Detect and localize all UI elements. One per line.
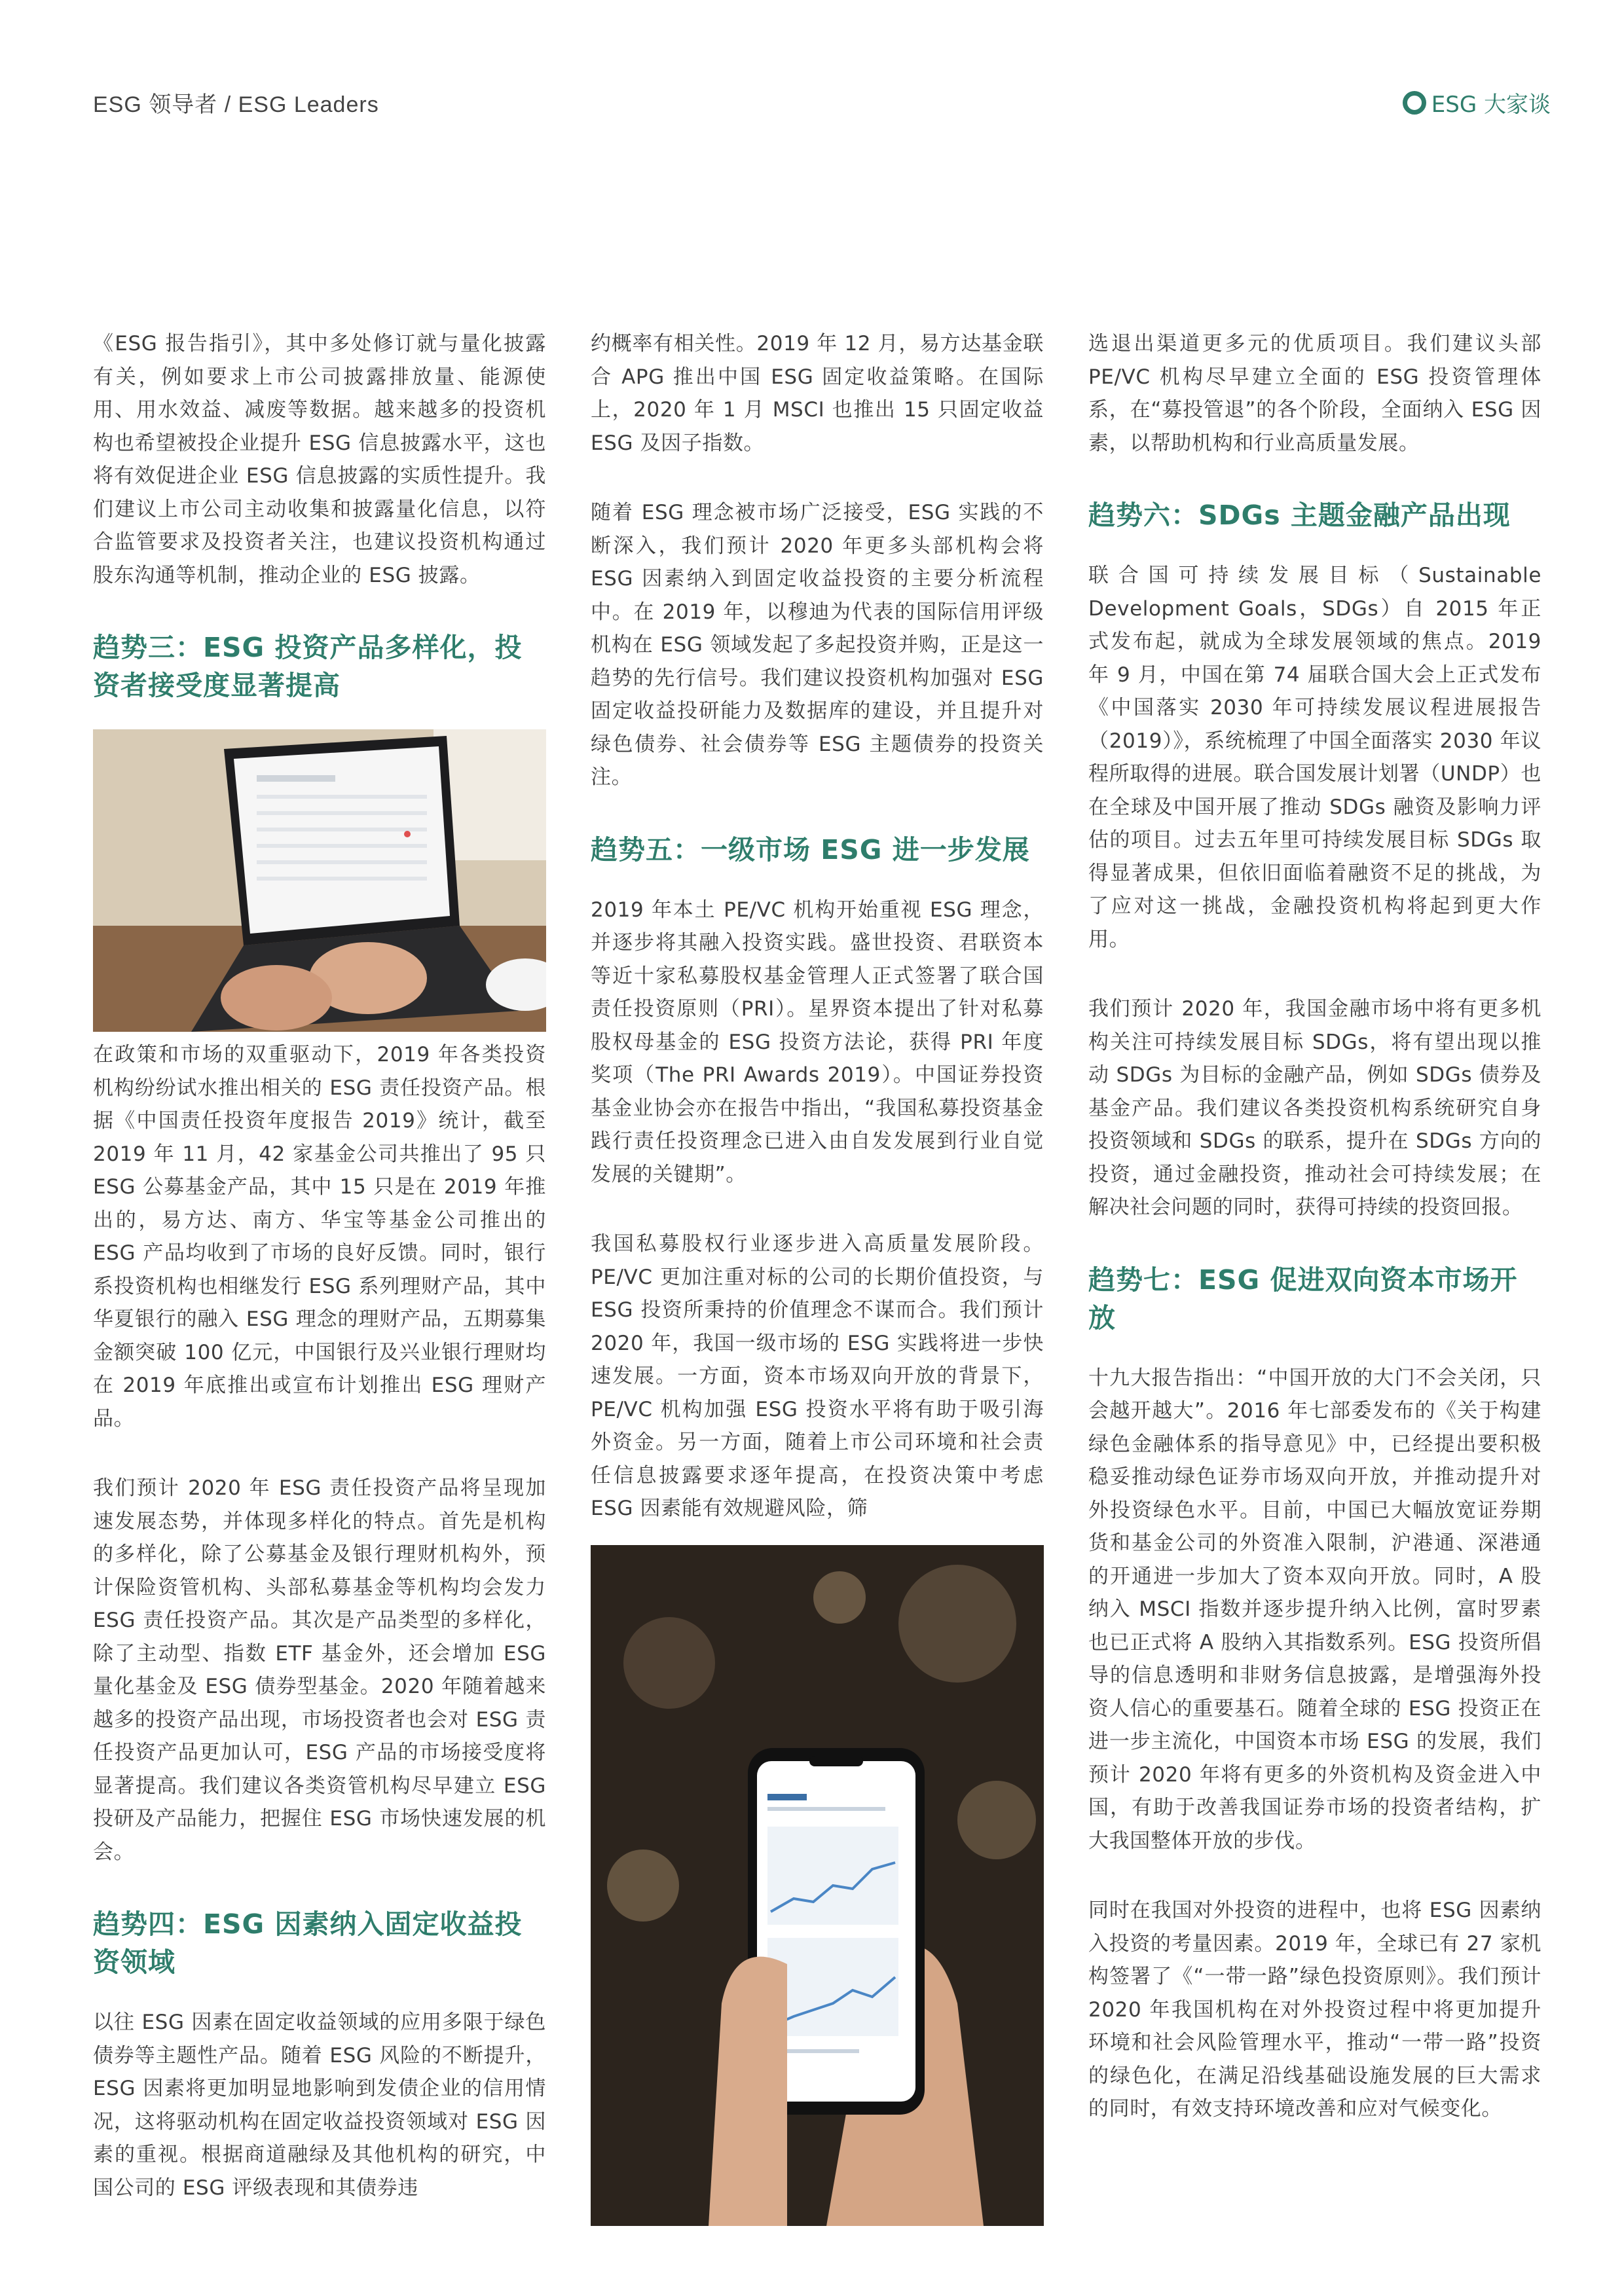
section-heading-trend-7: 趋势七：ESG 促进双向资本市场开放 <box>1088 1264 1518 1334</box>
paragraph: 同时在我国对外投资的进程中，也将 ESG 因素纳入投资的考量因素。2019 年，全球已有 27 家机构签署了《“一带一路”绿色投资原则》。我们预计 2020 年我国机构在对外投资过程中将更加提升环境和社会风险管理水平，推动“一带一路”投资的绿色化，在满足沿线基础设施发展的巨大需求的同时，有效支持环境改善和应对气候变化。 <box>1088 1899 1541 2121</box>
laptop-photo <box>93 729 546 1032</box>
paragraph: 选退出渠道更多元的优质项目。我们建议头部 PE/VC 机构尽早建立全面的 ESG 投资管理体系，在“募投管退”的各个阶段，全面纳入 ESG 因素，以帮助机构和行业高质量发展。 <box>1088 332 1541 455</box>
section-heading-trend-5: 趋势五：一级市场 ESG 进一步发展 <box>591 833 1030 866</box>
column-right <box>1088 327 1541 2162</box>
column-left <box>93 327 546 2241</box>
section-heading-trend-4: 趋势四：ESG 因素纳入固定收益投资领域 <box>93 1908 523 1978</box>
paragraph: 在政策和市场的双重驱动下，2019 年各类投资机构纷纷试水推出相关的 ESG 责任投资产品。根据《中国责任投资年度报告 2019》统计，截至 2019 年 11 月，42 家基金公司共推出了 95 只 ESG 公募基金产品，其中 15 只是在 2019 年推出的，易方达、南方、华宝等基金公司推出的 ESG 产品均收到了市场的良好反馈。同时，银行系投资机构也相继发行 ESG 系列理财产品，其中华夏银行的融入 ESG 理念的理财产品，五期募集金额突破 100 亿元，中国银行及兴业银行理财均在 2019 年底推出或宣布计划推出 ESG 理财产品。 <box>93 1043 546 1430</box>
paragraph: 随着 ESG 理念被市场广泛接受，ESG 实践的不断深入，我们预计 2020 年更多头部机构会将 ESG 因素纳入到固定收益投资的主要分析流程中。在 2019 年，以穆迪为代表的国际信用评级机构在 ESG 领域发起了多起投资并购，正是这一趋势的先行信号。我们建议投资机构加强对 ESG 固定收益投研能力及数据库的建设，并且提升对绿色债券、社会债券等 ESG 主题债券的投资关注。 <box>591 501 1044 789</box>
page-header <box>0 86 1624 126</box>
paragraph: 我国私募股权行业逐步进入高质量发展阶段。PE/VC 更加注重对标的公司的长期价值投资，与 ESG 投资所秉持的价值理念不谋而合。我们预计 2020 年，我国一级市场的 ESG 实践将进一步快速发展。一方面，资本市场双向开放的背景下，PE/VC 机构加强 ESG 投资水平将有助于吸引海外资金。另一方面，随着上市公司环境和社会责任信息披露要求逐年提高，在投资决策中考虑 ESG 因素能有效规避风险，筛 <box>591 1232 1044 1520</box>
paragraph: 十九大报告指出：“中国开放的大门不会关闭，只会越开越大”。2016 年七部委发布的《关于构建绿色金融体系的指导意见》中，已经提出要积极稳妥推动绿色证券市场双向开放，并推动提升对外投资绿色水平。目前，中国已大幅放宽证券期货和基金公司的外资准入限制，沪港通、深港通的开通进一步加大了资本双向开放。同时，A 股纳入 MSCI 指数并逐步提升纳入比例，富时罗素也已正式将 A 股纳入其指数系列。ESG 投资所倡导的信息透明和非财务信息披露，是增强海外投资人信心的重要基石。随着全球的 ESG 投资正在进一步主流化，中国资本市场 ESG 的发展，我们预计 2020 年将有更多的外资机构及资金进入中国，有助于改善我国证券市场的投资者结构，扩大我国整体开放的步伐。 <box>1088 1366 1541 1853</box>
paragraph: 以往 ESG 因素在固定收益领域的应用多限于绿色债券等主题性产品。随着 ESG 风险的不断提升，ESG 因素将更加明显地影响到发债企业的信用情况，这将驱动机构在固定收益投资领域对 ESG 因素的重视。根据商道融绿及其他机构的研究，中国公司的 ESG 评级表现和其债券违 <box>93 2011 546 2200</box>
section-heading-trend-3: 趋势三：ESG 投资产品多样化，投资者接受度显著提高 <box>93 632 523 701</box>
section-heading-trend-6: 趋势六：SDGs 主题金融产品出现 <box>1088 500 1511 531</box>
ring-icon <box>1403 91 1426 115</box>
smartphone-photo <box>591 1545 1044 2226</box>
paragraph: 我们预计 2020 年，我国金融市场中将有更多机构关注可持续发展目标 SDGs，将有望出现以推动 SDGs 为目标的金融产品，例如 SDGs 债券及基金产品。我们建议各类投资机构系统研究自身投资领域和 SDGs 的联系，提升在 SDGs 方向的投资，通过金融投资，推动社会可持续发展；在解决社会问题的同时，获得可持续的投资回报。 <box>1088 997 1541 1219</box>
paragraph: 约概率有相关性。2019 年 12 月，易方达基金联合 APG 推出中国 ESG 固定收益策略。在国际上，2020 年 1 月 MSCI 也推出 15 只固定收益 ESG 及因子指数。 <box>591 332 1044 455</box>
section-tag-label: ESG 大家谈 <box>1431 92 1551 118</box>
paragraph: 联合国可持续发展目标（Sustainable Development Goals，SDGs）自 2015 年正式发布起，就成为全球发展领域的焦点。2019 年 9 月，中国在第 74 届联合国大会上正式发布《中国落实 2030 年可持续发展议程进展报告（2019）》，系统梳理了中国全面落实 2030 年议程所取得的进展。联合国发展计划署（UNDP）也在全球及中国开展了推动 SDGs 融资及影响力评估的项目。过去五年里可持续发展目标 SDGs 取得显著成果，但依旧面临着融资不足的挑战，为了应对这一挑战，金融投资机构将起到更大作用。 <box>1088 564 1541 951</box>
section-tag <box>1403 86 1551 118</box>
column-middle <box>591 327 1044 2226</box>
paragraph: 我们预计 2020 年 ESG 责任投资产品将呈现加速发展态势，并体现多样化的特点。首先是机构的多样化，除了公募基金及银行理财机构外，预计保险资管机构、头部私募基金等机构均会发力 ESG 责任投资产品。其次是产品类型的多样化，除了主动型、指数 ETF 基金外，还会增加 ESG 量化基金及 ESG 债券型基金。2020 年随着越来越多的投资产品出现，市场投资者也会对 ESG 责任投资产品更加认可，ESG 产品的市场接受度将显著提高。我们建议各类资管机构尽早建立 ESG 投研及产品能力，把握住 ESG 市场快速发展的机会。 <box>93 1476 546 1864</box>
paragraph: 2019 年本土 PE/VC 机构开始重视 ESG 理念，并逐步将其融入投资实践。盛世投资、君联资本等近十家私募股权基金管理人正式签署了联合国责任投资原则（PRI）。星界资本提出了针对私募股权母基金的 ESG 投资方法论，获得 PRI 年度奖项（The PRI Awards 2019）。中国证券投资基金业协会亦在报告中指出，“我国私募投资基金践行责任投资理念已进入由自发发展到行业自觉发展的关键期”。 <box>591 898 1044 1186</box>
publication-title: ESG 领导者 / ESG Leaders <box>93 92 379 117</box>
paragraph: 《ESG 报告指引》，其中多处修订就与量化披露有关，例如要求上市公司披露排放量、能源使用、用水效益、减废等数据。越来越多的投资机构也希望被投企业提升 ESG 信息披露水平，这也将有效促进企业 ESG 信息披露的实质性提升。我们建议上市公司主动收集和披露量化信息，以符合监管要求及投资者关注，也建议投资机构通过股东沟通等机制，推动企业的 ESG 披露。 <box>93 332 546 587</box>
